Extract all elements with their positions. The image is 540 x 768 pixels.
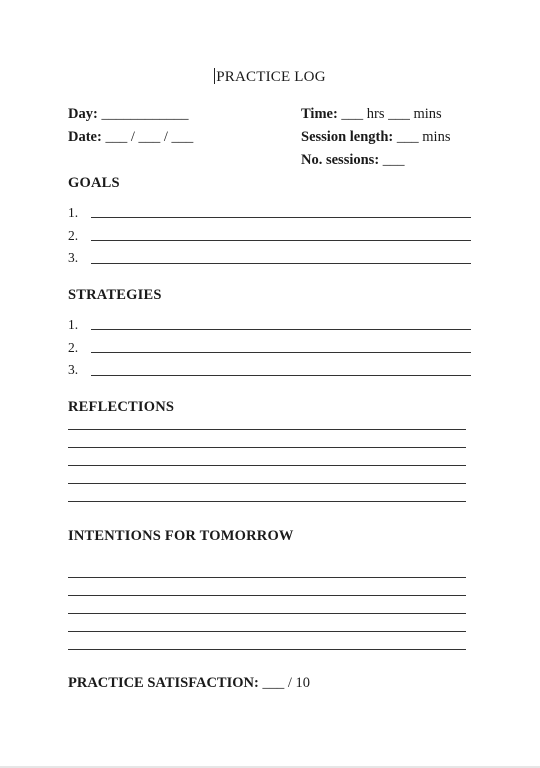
day-label: Day: [68,106,98,122]
strategy-number: 3. [68,362,79,377]
intention-line[interactable] [68,595,466,596]
strategy-number: 2. [68,340,79,355]
reflection-line[interactable] [68,501,466,502]
reflection-line[interactable] [68,483,466,484]
strategies-heading: STRATEGIES [68,287,162,303]
intention-line[interactable] [68,649,466,650]
date-field[interactable] [68,129,193,146]
satisfaction-blank: ___ / 10 [262,675,310,691]
reflection-line[interactable] [68,447,466,448]
day-field[interactable] [68,106,188,123]
goal-number: 3. [68,250,79,265]
reflection-line[interactable] [68,429,466,430]
satisfaction-label: PRACTICE SATISFACTION: [68,675,259,691]
intentions-heading: INTENTIONS FOR TOMORROW [68,528,294,544]
intention-line[interactable] [68,577,466,578]
session-length-field[interactable] [301,129,450,146]
goal-number: 2. [68,228,79,243]
no-sessions-label: No. sessions: [301,152,380,168]
no-sessions-blank: ___ [382,152,405,168]
time-field[interactable] [301,106,442,123]
page-title: PRACTICE LOG [216,69,326,85]
session-length-blank: ___ mins [396,129,451,145]
strategy-line[interactable] [91,352,471,353]
no-sessions-field[interactable] [301,152,405,169]
date-label: Date: [68,129,102,145]
reflection-line[interactable] [68,465,466,466]
strategy-line[interactable] [91,329,471,330]
goals-heading: GOALS [68,175,120,191]
session-length-label: Session length: [301,129,394,145]
goal-number: 1. [68,205,79,220]
day-blank: ____________ [101,106,189,122]
intention-line[interactable] [68,613,466,614]
intention-line[interactable] [68,631,466,632]
goal-line[interactable] [91,217,471,218]
time-label: Time: [301,106,338,122]
satisfaction-field[interactable] [68,675,310,692]
strategy-line[interactable] [91,375,471,376]
strategy-number: 1. [68,317,79,332]
reflections-heading: REFLECTIONS [68,399,175,415]
date-blank: ___ / ___ / ___ [105,129,194,145]
goal-line[interactable] [91,240,471,241]
time-blank: ___ hrs ___ mins [341,106,442,122]
goal-line[interactable] [91,263,471,264]
